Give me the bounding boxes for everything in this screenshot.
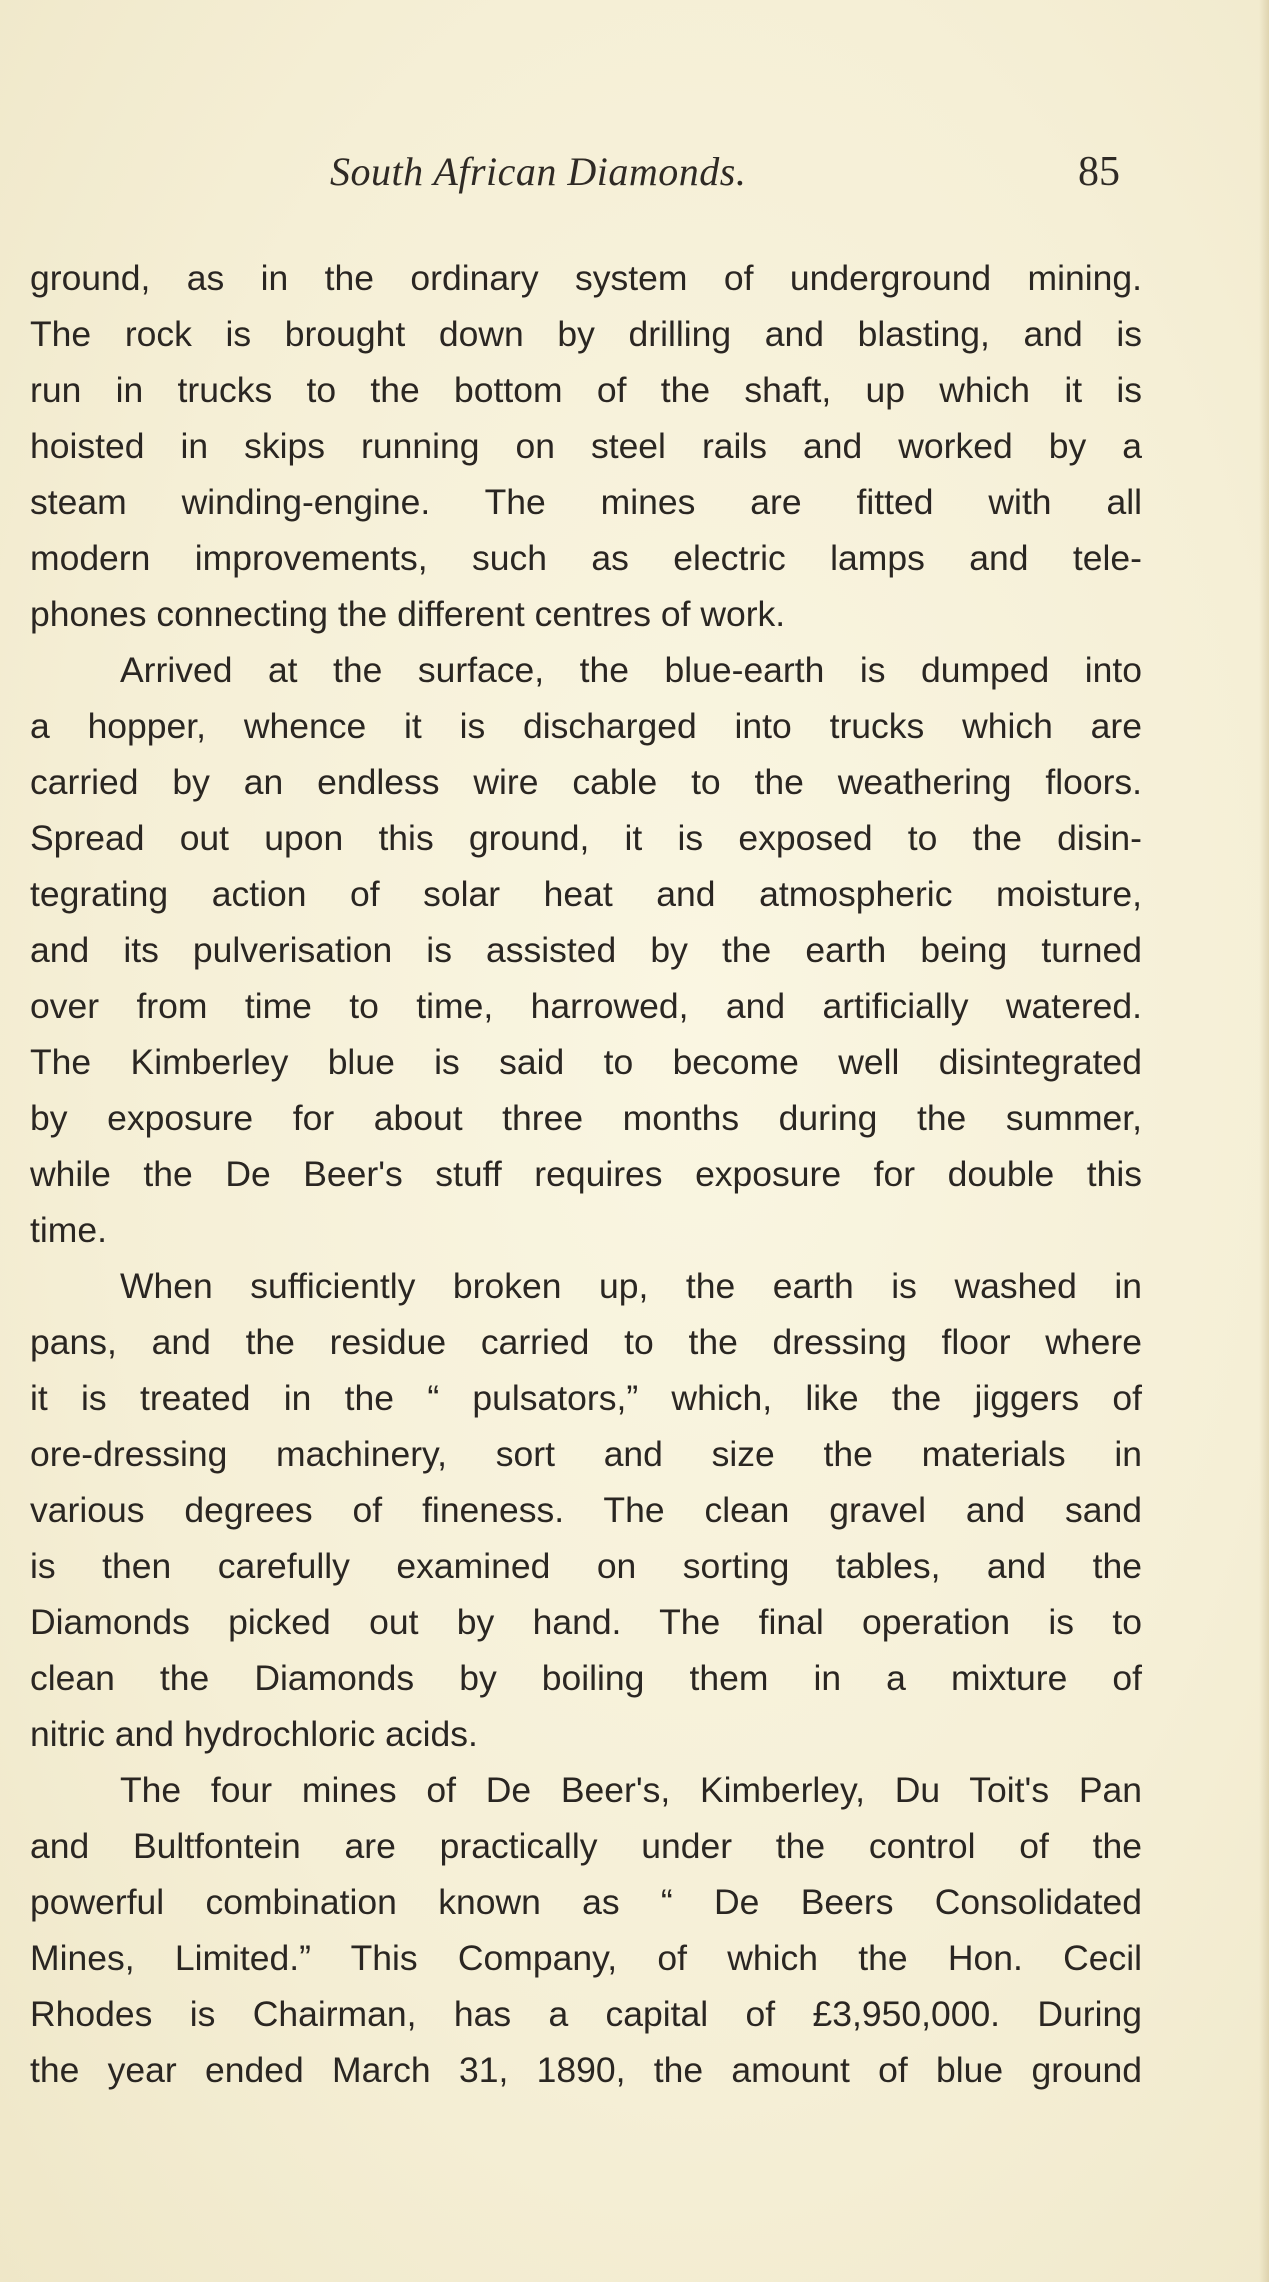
text-line: various degrees of fineness. The clean gravel and sand xyxy=(30,1490,1142,1530)
text-line: ore-dressing machinery, sort and size the materials in xyxy=(30,1434,1142,1474)
text-line: phones connecting the different centres of work. xyxy=(30,594,786,634)
running-head xyxy=(30,148,1120,208)
text-line: powerful combination known as “ De Beers Consolidated xyxy=(30,1882,1142,1922)
paragraph xyxy=(30,250,1142,642)
page-number: 85 xyxy=(1078,149,1120,195)
text-line: Mines, Limited.” This Company, of which the Hon. Cecil xyxy=(30,1938,1142,1978)
paragraph xyxy=(30,1762,1142,2098)
text-line: it is treated in the “ pulsators,” which, like the jiggers of xyxy=(30,1378,1142,1418)
text-line: a hopper, whence it is discharged into trucks which are xyxy=(30,706,1142,746)
text-line: tegrating action of solar heat and atmospheric moisture, xyxy=(30,874,1142,914)
paragraph xyxy=(30,1258,1142,1762)
text-line: Rhodes is Chairman, has a capital of £3,950,000. During xyxy=(30,1994,1142,2034)
text-line: is then carefully examined on sorting tables, and the xyxy=(30,1546,1142,1586)
text-line: over from time to time, harrowed, and artificially watered. xyxy=(30,986,1142,1026)
text-line: run in trucks to the bottom of the shaft, up which it is xyxy=(30,370,1142,410)
text-line: modern improvements, such as electric lamps and tele- xyxy=(30,538,1142,578)
text-line: steam winding-engine. The mines are fitted with all xyxy=(30,482,1142,522)
text-line: by exposure for about three months during the summer, xyxy=(30,1098,1142,1138)
text-line: Diamonds picked out by hand. The final operation is to xyxy=(30,1602,1142,1642)
paragraph xyxy=(30,642,1142,1258)
text-line: When sufficiently broken up, the earth is washed in xyxy=(120,1266,1142,1306)
body-text xyxy=(30,250,1142,2098)
text-line: Arrived at the surface, the blue-earth is dumped into xyxy=(120,650,1142,690)
text-line: time. xyxy=(30,1210,107,1250)
text-line: while the De Beer's stuff requires exposure for double this xyxy=(30,1154,1142,1194)
text-line: and Bultfontein are practically under the control of the xyxy=(30,1826,1142,1866)
text-line: The Kimberley blue is said to become well disintegrated xyxy=(30,1042,1142,1082)
text-line: and its pulverisation is assisted by the earth being turned xyxy=(30,930,1142,970)
text-line: hoisted in skips running on steel rails and worked by a xyxy=(30,426,1142,466)
text-line: The rock is brought down by drilling and blasting, and is xyxy=(30,314,1142,354)
text-line: carried by an endless wire cable to the weathering floors. xyxy=(30,762,1142,802)
text-line: nitric and hydrochloric acids. xyxy=(30,1714,478,1754)
text-line: pans, and the residue carried to the dressing floor where xyxy=(30,1322,1142,1362)
text-line: the year ended March 31, 1890, the amount of blue ground xyxy=(30,2050,1142,2090)
text-line: The four mines of De Beer's, Kimberley, Du Toit's Pan xyxy=(120,1770,1142,1810)
page-edge-shadow xyxy=(1259,0,1269,2282)
text-line: clean the Diamonds by boiling them in a mixture of xyxy=(30,1658,1142,1698)
running-title: South African Diamonds. xyxy=(330,149,747,194)
text-line: Spread out upon this ground, it is exposed to the disin- xyxy=(30,818,1142,858)
text-line: ground, as in the ordinary system of underground mining. xyxy=(30,258,1142,298)
